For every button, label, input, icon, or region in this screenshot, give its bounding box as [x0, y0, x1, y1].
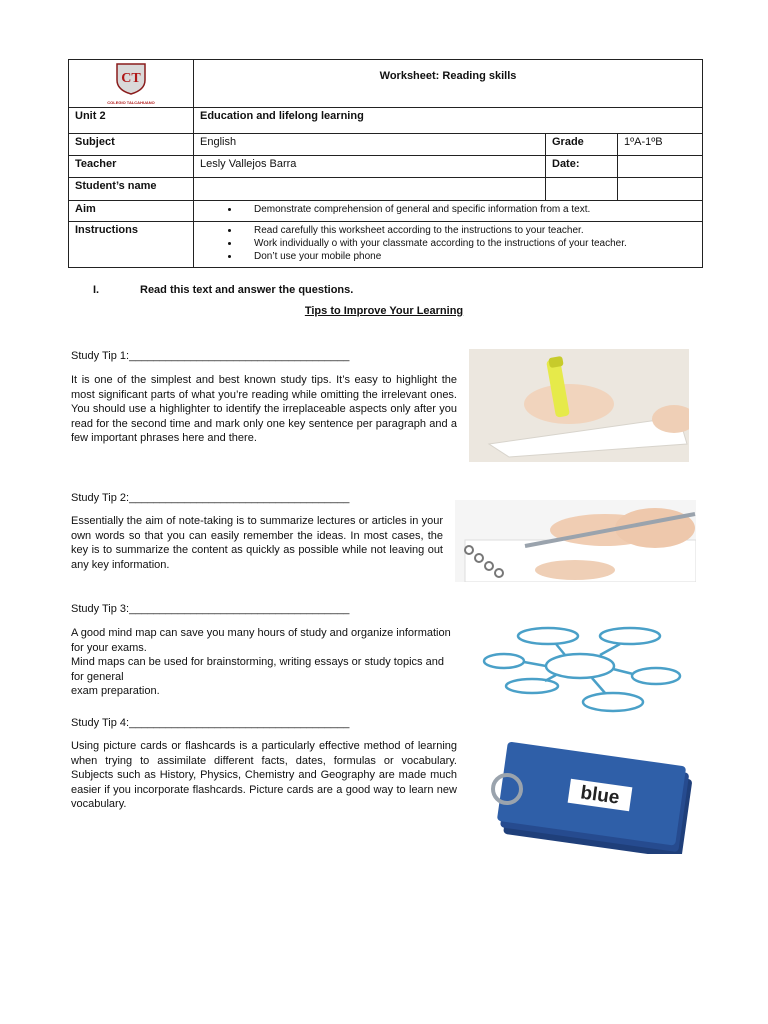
empty-cell: [546, 178, 618, 201]
header-table: [68, 59, 703, 268]
highlighter-writing-image: [469, 349, 689, 462]
unit-label: Unit 2: [69, 108, 194, 134]
study-tip-2-text: Essentially the aim of note-taking is to summarize lectures or articles in your own words so that you can easily remember the ideas. In most cases, the key is to summarize the content as quickly as possible while not leaving out any key information.: [71, 515, 443, 571]
date-field[interactable]: [618, 156, 703, 178]
subject-value: English: [194, 134, 546, 156]
mind-map-image: [470, 624, 682, 716]
study-tip-3-line-1: A good mind map can save you many hours of study and organize information for your exams.: [71, 627, 451, 654]
student-name-field[interactable]: [194, 178, 546, 201]
text-title: Tips to Improve Your Learning: [304, 305, 464, 317]
subject-label: Subject: [69, 134, 194, 156]
study-tip-1-label: Study Tip 1:____________________________________: [71, 350, 350, 362]
aim-item: • Demonstrate comprehension of general and specific information from a text.: [240, 203, 696, 216]
instructions-content: [194, 222, 703, 268]
aim-content: [194, 201, 703, 222]
instructions-label: Instructions: [69, 222, 194, 268]
note-taking-image: [455, 500, 696, 582]
study-tip-3-line-2: Mind maps can be used for brainstorming, writing essays or study topics and for general: [71, 656, 444, 683]
section-heading: [93, 284, 353, 296]
study-tip-2-label: Study Tip 2:____________________________________: [71, 492, 350, 504]
aim-label: Aim: [69, 201, 194, 222]
instruction-item: • Don’t use your mobile phone: [240, 250, 696, 263]
flashcard-word: blue: [579, 782, 621, 809]
flashcards-image: [469, 737, 705, 854]
instruction-item: • Read carefully this worksheet according to the instructions to your teacher.: [240, 224, 696, 237]
study-tip-4-text: Using picture cards or flashcards is a particularly effective method of learning when trying to assimilate different facts, dates, formulas or vocabulary. Subjects such as History, Physics, Chemistry and Geography are made much easier if you incorporate flashcards. Picture cards are a good way to learn new vocabulary.: [71, 740, 457, 811]
unit-title: Education and lifelong learning: [194, 108, 703, 134]
teacher-label: Teacher: [69, 156, 194, 178]
section-instruction: Read this text and answer the questions.: [140, 284, 354, 296]
study-tip-1-text: It is one of the simplest and best known study tips. It’s easy to highlight the most significant parts of what you’re reading while omitting the irrelevant ones. You should use a highlighter to identify the irreplaceable aspects only after you read for the second time and mark only one key sentence per paragraph and a few important phrases here and there.: [71, 374, 457, 445]
instruction-item: • Work individually o with your classmate according to the instructions of your teacher.: [240, 237, 696, 250]
study-tip-4-label: Study Tip 4:____________________________________: [71, 717, 350, 729]
empty-cell: [618, 178, 703, 201]
svg-text:CT: CT: [121, 71, 141, 86]
section-number: I.: [93, 284, 100, 296]
date-label: Date:: [546, 156, 618, 178]
school-logo: [69, 60, 194, 108]
study-tip-3-line-3: exam preparation.: [71, 685, 160, 698]
logo-subtext: COLEGIO TALCAHUANO: [107, 100, 155, 105]
worksheet-title: Worksheet: Reading skills: [194, 60, 703, 108]
teacher-value: Lesly Vallejos Barra: [194, 156, 546, 178]
grade-label: Grade: [546, 134, 618, 156]
grade-value: 1ºA-1ºB: [618, 134, 703, 156]
study-tip-3-text: [71, 626, 459, 699]
student-name-label: Student’s name: [69, 178, 194, 201]
study-tip-3-label: Study Tip 3:____________________________________: [71, 603, 350, 615]
school-crest-icon: [111, 62, 151, 96]
